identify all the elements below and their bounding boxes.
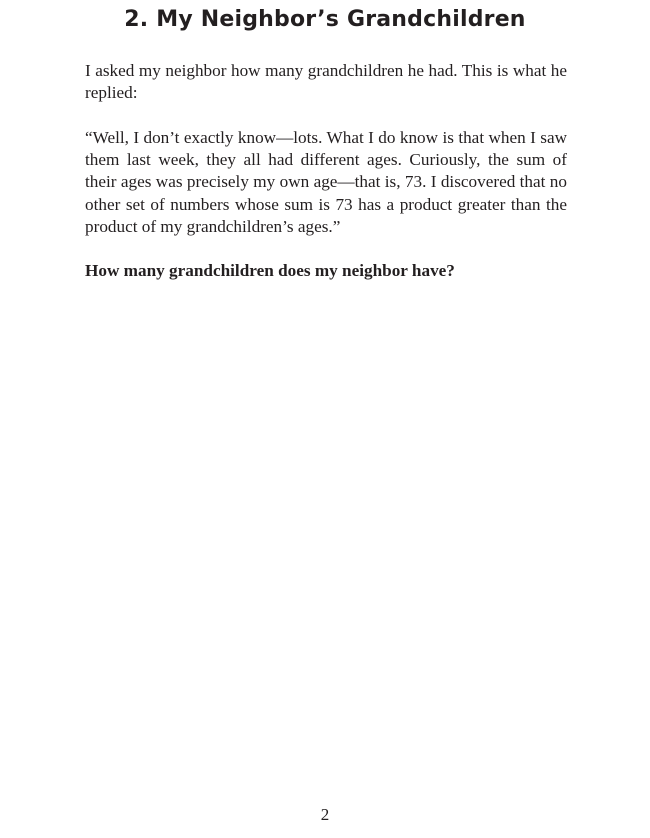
- page-number: 2: [320, 805, 330, 824]
- question-paragraph: How many grandchildren does my neighbor have?: [85, 261, 455, 280]
- quote-paragraph: “Well, I don’t exactly know—lots. What I do know is that when I saw them last week, they all had different ages. Curiously, the sum of their ages was precisely my own age—that is, 73. I discovered that no other set of numbers whose sum is 73 has a product greater than the product of my grandchildren’s ages.”: [85, 128, 567, 236]
- intro-paragraph: I asked my neighbor how many grandchildren he had. This is what he replied:: [85, 61, 567, 103]
- page-title: 2. My Neighbor’s Grandchildren: [124, 7, 526, 32]
